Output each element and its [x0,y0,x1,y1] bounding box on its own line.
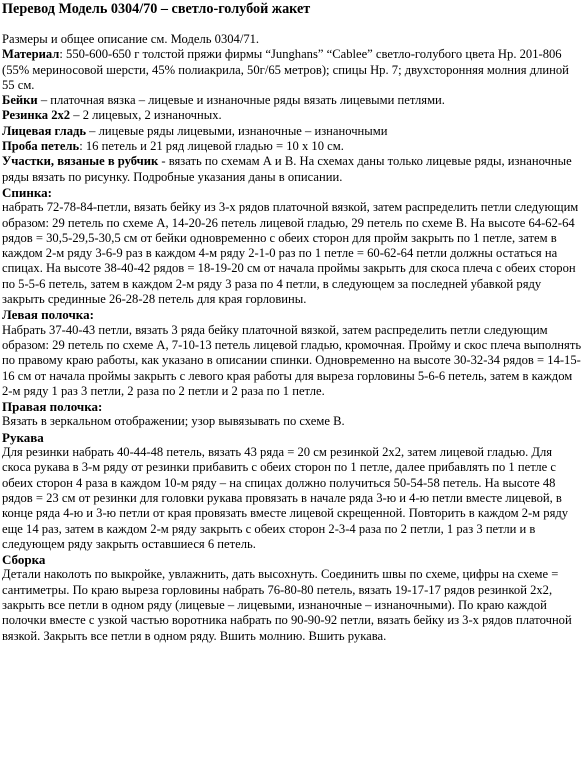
assembly-section [2,552,584,644]
edging-text: – платочная вязка – лицевые и изнаночные ряды вязать лицевыми петлями. [37,93,445,108]
document-title: Перевод Модель 0304/70 – светло-голубой жакет [2,1,311,17]
gauge-label: Проба петель [2,139,80,154]
stockinette-paragraph [2,124,584,139]
sleeves-text: Для резинки набрать 40-44-48 петель, вязать 43 ряда = 20 см резинкой 2х2, затем лицевой гладью. Для скоса рукава в 3-м ряду от резинки прибавить с обеих сторон по 1 петле, далее прибавлять по 1 петле с обеих сторон 4 раза в каждом 10-м ряду – на спицах должно получиться 50-54-58 петель. На высоте 48 рядов = 23 см от резинки для головки рукава провязать в начале ряда 3-ю и 4-ю петли вместе лицевой, в конце ряда 4-ю и 3-ю петли от края провязать вместе лицевой скрещенной. Повторить в каждом 2-м ряду еще 14 раз, затем в каждом 2-м ряду закрыть с обеих сторон 2-3-4 раза по 2 петли, 1 раз 3 петли и в следующем ряду закрыть оставшиеся 6 петель. [2,445,569,551]
material-paragraph [2,47,584,93]
sleeves-section [2,430,584,552]
ribbed-areas-text: - вязать по схемам А и В. На схемах даны только лицевые ряды, изнаночные ряды вязать по рисунку. Подробные указания даны в описании. [2,154,572,184]
rib-paragraph [2,108,584,123]
sleeves-heading: Рукава [2,429,44,445]
back-heading: Спинка: [2,184,52,200]
edging-label: Бейки [2,93,38,108]
assembly-heading: Сборка [2,552,46,568]
rib-label: Резинка 2х2 [2,108,71,123]
intro-paragraph [2,32,584,47]
gauge-text: : 16 петель и 21 ряд лицевой гладью = 10 х 10 см. [79,139,344,154]
rib-text: – 2 лицевых, 2 изнаночных. [70,108,222,123]
back-text: набрать 72-78-84-петли, вязать бейку из 3-х рядов платочной вязкой, затем распределить петли следующим образом: 29 петель по схеме А, 14-20-26 петель лицевой гладью, 29 петель по схеме В. На высоте 64-62-64 рядов = 30,5-29,5-30,5 см от бейки одновременно с обеих сторон для пройм закрыть по 1 петле, затем в каждом 2-м ряду 3-6-9 раз в каждом 4-м ряду 2-1-0 раз по 1 петле = 60-62-64 петли должны остаться на спицах. На высоте 38-40-42 рядов = 18-19-20 см от начала проймы закрыть для скоса плеча с обеих сторон по 5-5-6 петель, затем в каждом 2-м ряду 3 раза по 4 петли, в следующем за последней убавкой ряду закрыть срединные 26-28-28 петель для края горловины. [2,200,579,307]
material-label: Материал [2,47,60,62]
material-text: : 550-600-650 г толстой пряжи фирмы “Junghans” “Cablee” светло-голубого цвета Нр. 201-806 (55% мериносовой шерсти, 45% полиакрила, 50г/65 метров); спицы Нр. 7; двухсторонняя молния длиной 55 см. [2,47,569,92]
gauge-paragraph [2,139,584,154]
left-front-section [2,307,584,399]
stockinette-label: Лицевая гладь [2,123,87,138]
ribbed-areas-label: Участки, вязаные в рубчик [2,154,159,169]
edging-paragraph [2,93,584,108]
stockinette-text: – лицевые ряды лицевыми, изнаночные – изнаночными [86,123,388,138]
document-page [0,1,588,774]
back-section [2,185,584,307]
left-front-heading: Левая полочка: [2,307,94,323]
ribbed-areas-paragraph [2,154,584,185]
right-front-section [2,399,584,430]
right-front-heading: Правая полочка: [2,399,103,415]
assembly-text: Детали наколоть по выкройке, увлажнить, дать высохнуть. Соединить швы по схеме, цифры на схеме = сантиметры. По краю выреза горловины набрать 76-80-80 петель, вязать 19-17-17 рядов резинкой 2х2, закрыть все петли в одном ряду (лицевые – лицевыми, изнаночные – изнаночными). По краю каждой полочки вместе с узкой частью воротника набрать по 90-90-92 петли, вязать бейку из 3-х рядов платочной вязкой. Закрыть все петли в одном ряду. Вшить молнию. Вшить рукава. [2,567,572,643]
left-front-text: Набрать 37-40-43 петли, вязать 3 ряда бейку платочной вязкой, затем распределить петли следующим образом: 29 петель по схеме А, 7-10-13 петель лицевой гладью, кромочная. Пройму и скос плеча выполнять по правому краю работы, как указано в описании спинки. Одновременно на высоте 30-32-34 рядов = 14-15-16 см от начала проймы закрыть с левого края работы для выреза горловины 5-6-6 петель, затем в каждом 2-м ряду 1 раз 3 петли, 2 раза по 2 петли и 2 раза по 1 петле. [2,322,582,398]
right-front-text: Вязать в зеркальном отображении; узор вывязывать по схеме В. [2,414,345,429]
intro-text: Размеры и общее описание см. Модель 0304/71. [2,32,260,46]
